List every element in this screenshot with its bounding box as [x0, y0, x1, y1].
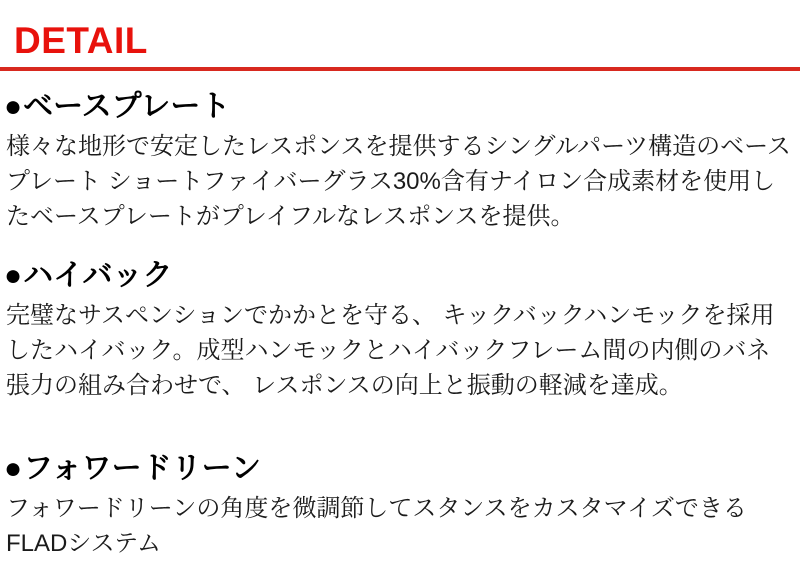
- section-heading: [4, 258, 800, 294]
- body-line: プレート ショートファイバーグラス30%含有ナイロン合成素材を使用し: [6, 167, 776, 195]
- body-line: 様々な地形で安定したレスポンスを提供するシングルパーツ構造のベース: [6, 132, 791, 160]
- body-line: 完璧なサスペンションでかかとを守る、 キックバックハンモックを採用: [6, 301, 775, 329]
- section-forward-lean: [0, 451, 800, 561]
- section-heading: [4, 89, 800, 125]
- page-title: DETAIL: [14, 20, 148, 61]
- bullet-icon: ●: [4, 451, 23, 485]
- section-title: ベースプレート: [23, 89, 231, 123]
- body-line: したハイバック。成型ハンモックとハイバックフレーム間の内側のバネ: [6, 336, 771, 364]
- body-line: フォワードリーンの角度を微調節してスタンスをカスタマイズできる: [6, 494, 747, 522]
- header-divider: [0, 67, 800, 71]
- body-line: 張力の組み合わせで、 レスポンスの向上と振動の軽減を達成。: [6, 371, 683, 399]
- section-body: [6, 298, 800, 403]
- body-line: FLADシステム: [6, 529, 161, 557]
- detail-header: [0, 0, 800, 71]
- section-highback: [0, 258, 800, 403]
- section-body: [6, 491, 800, 561]
- body-line: たベースプレートがプレイフルなレスポンスを提供。: [6, 202, 575, 230]
- bullet-icon: ●: [4, 89, 23, 123]
- section-title: ハイバック: [23, 258, 173, 292]
- section-heading: [4, 451, 800, 487]
- bullet-icon: ●: [4, 258, 23, 292]
- detail-sections: [0, 89, 800, 561]
- section-body: [6, 129, 800, 234]
- section-title: フォワードリーン: [23, 451, 262, 485]
- section-baseplate: [0, 89, 800, 234]
